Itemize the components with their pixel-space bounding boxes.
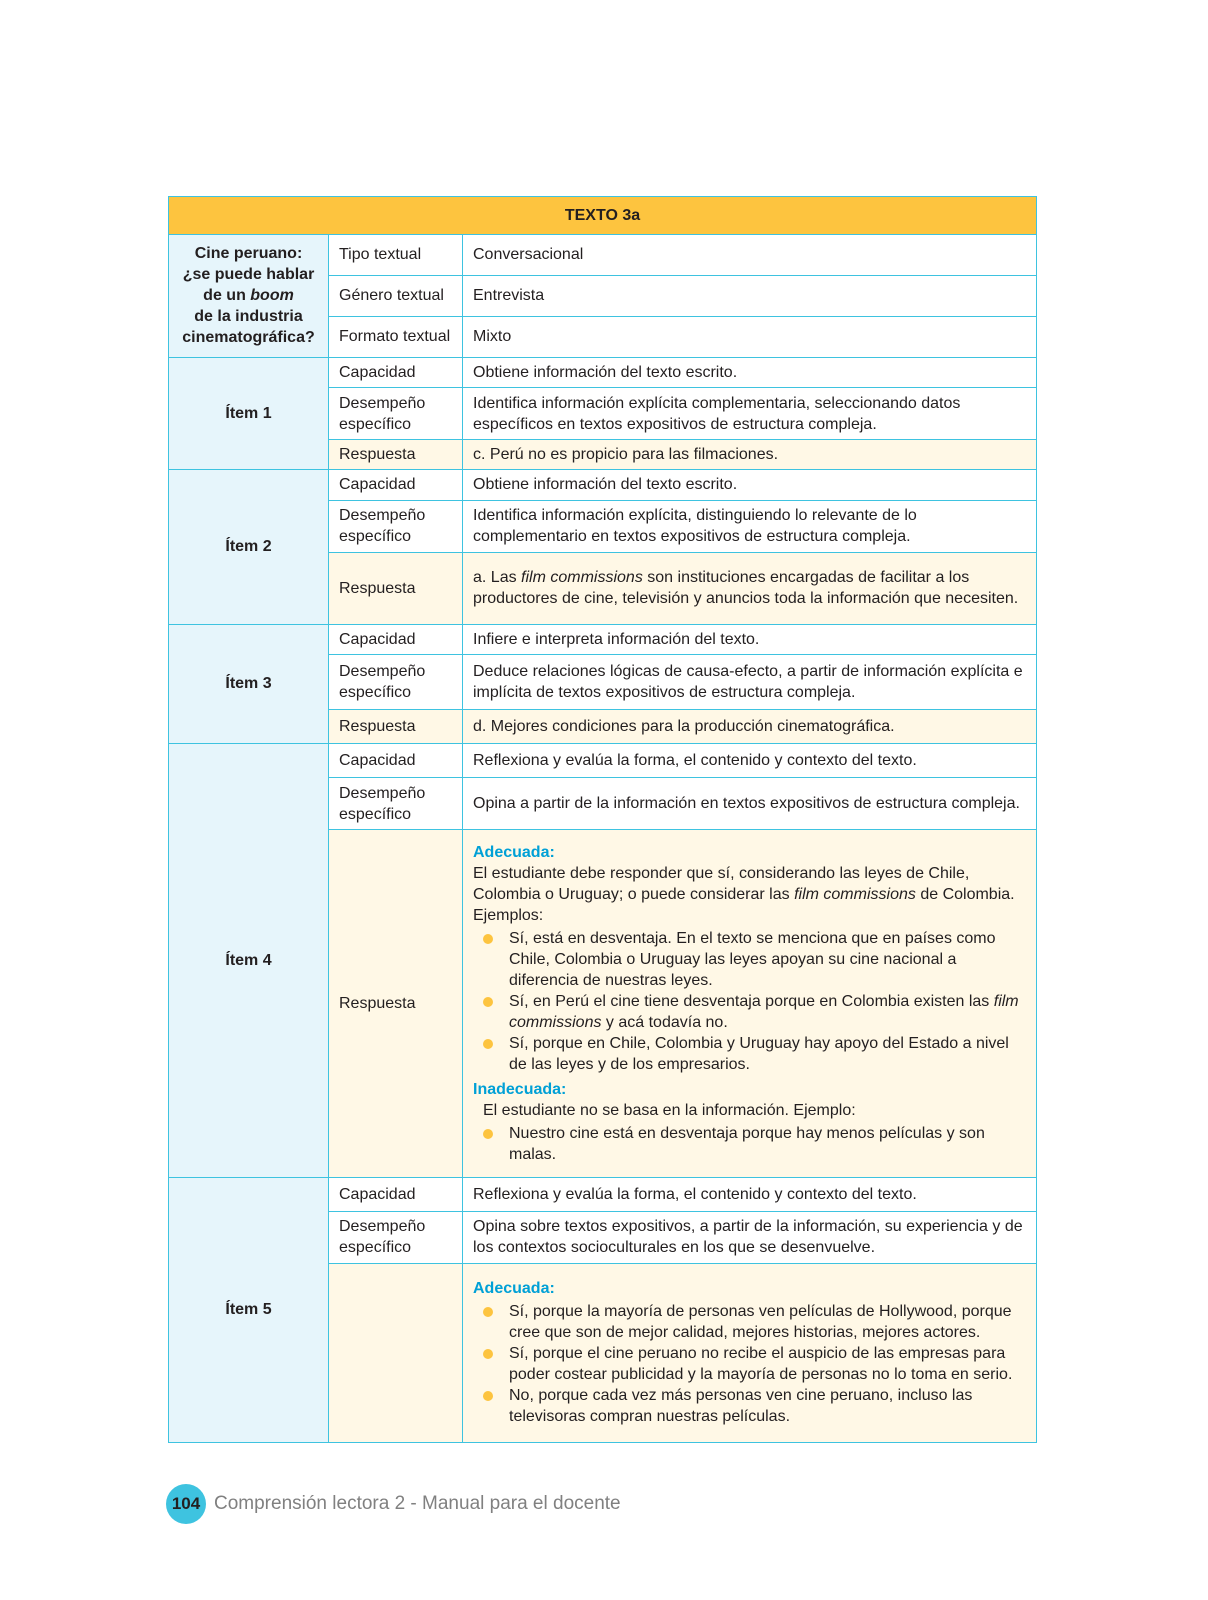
capacidad-label: Capacidad xyxy=(329,470,463,501)
desempeno-value: Identifica información explícita, distinguiendo lo relevante de lo complementario en textos expositivos de estructura compleja. xyxy=(463,500,1037,552)
page-number: 104 xyxy=(166,1484,206,1524)
capacidad-value: Obtiene información del texto escrito. xyxy=(463,470,1037,501)
respuesta-italic: film commissions xyxy=(521,569,643,587)
evaluation-table xyxy=(168,196,1037,1443)
desempeno-label: Desempeño específico xyxy=(329,388,463,440)
title-line: de un xyxy=(203,287,251,305)
respuesta-text: son instituciones encargadas de facilitar a los productores de cine, televisión y anuncios toda la información que necesiten. xyxy=(473,569,1019,608)
respuesta-label: Respuesta xyxy=(329,552,463,624)
inadecuada-heading: Inadecuada: xyxy=(473,1081,567,1099)
prop-label: Género textual xyxy=(329,275,463,316)
item-label: Ítem 4 xyxy=(169,744,329,1178)
respuesta-value: c. Perú no es propicio para las filmaciones. xyxy=(463,440,1037,470)
desempeno-value: Deduce relaciones lógicas de causa-efecto, a partir de información explícita e implícita de textos expositivos de estructura compleja. xyxy=(463,655,1037,710)
capacidad-label: Capacidad xyxy=(329,744,463,778)
inadecuada-intro: El estudiante no se basa en la información. Ejemplo: xyxy=(483,1102,856,1120)
desempeno-label: Desempeño específico xyxy=(329,1211,463,1263)
list-item: Sí, está en desventaja. En el texto se menciona que en países como Chile, Colombia o Uruguay las leyes apoyan su cine nacional a diferencia de nuestras leyes. xyxy=(509,928,1026,991)
capacidad-value: Obtiene información del texto escrito. xyxy=(463,357,1037,388)
capacidad-value: Reflexiona y evalúa la forma, el contenido y contexto del texto. xyxy=(463,744,1037,778)
list-item: No, porque cada vez más personas ven cine peruano, incluso las televisoras compran nuestras películas. xyxy=(509,1385,1026,1427)
item-label: Ítem 1 xyxy=(169,357,329,470)
list-item: Sí, porque el cine peruano no recibe el auspicio de las empresas para poder costear publicidad y la mayoría de personas no lo toma en serio. xyxy=(509,1343,1026,1385)
item-label: Ítem 3 xyxy=(169,624,329,744)
title-italic: boom xyxy=(250,287,294,305)
adecuada-heading: Adecuada: xyxy=(473,1280,555,1298)
respuesta-label-empty xyxy=(329,1263,463,1442)
item-label: Ítem 2 xyxy=(169,470,329,624)
list-item: Sí, porque la mayoría de personas ven películas de Hollywood, porque cree que son de mejor calidad, mejores historias, mejores actores. xyxy=(509,1301,1026,1343)
prop-label: Formato textual xyxy=(329,316,463,357)
capacidad-value: Infiere e interpreta información del texto. xyxy=(463,624,1037,655)
respuesta-label: Respuesta xyxy=(329,830,463,1178)
respuesta-label: Respuesta xyxy=(329,440,463,470)
list-item: Sí, porque en Chile, Colombia y Uruguay hay apoyo del Estado a nivel de las leyes y de los empresarios. xyxy=(509,1033,1026,1075)
capacidad-label: Capacidad xyxy=(329,357,463,388)
list-item: Nuestro cine está en desventaja porque hay menos películas y son malas. xyxy=(509,1123,1026,1165)
adecuada-intro xyxy=(473,863,1026,926)
respuesta-text: a. Las xyxy=(473,569,522,587)
prop-value: Conversacional xyxy=(463,234,1037,275)
desempeno-label: Desempeño específico xyxy=(329,655,463,710)
intro-text: El estudiante debe responder que sí, considerando las leyes de Chile, Colombia o Uruguay; o puede considerar las xyxy=(473,865,970,904)
title-line: cinematográfica? xyxy=(182,329,315,347)
desempeno-value: Identifica información explícita complementaria, seleccionando datos específicos en textos expositivos de estructura compleja. xyxy=(463,388,1037,440)
footer-title: Comprensión lectora 2 - Manual para el docente xyxy=(214,1493,621,1514)
desempeno-label: Desempeño específico xyxy=(329,500,463,552)
intro-italic: film commissions xyxy=(794,886,916,904)
inadecuada-list xyxy=(473,1123,1026,1165)
adecuada-list xyxy=(473,928,1026,1075)
item-label: Ítem 5 xyxy=(169,1177,329,1442)
capacidad-label: Capacidad xyxy=(329,624,463,655)
intro-text: de Colombia. Ejemplos: xyxy=(473,886,1015,925)
capacidad-value: Reflexiona y evalúa la forma, el contenido y contexto del texto. xyxy=(463,1177,1037,1211)
title-line: Cine peruano: xyxy=(194,245,303,263)
list-item-italic: film commissions xyxy=(509,993,1019,1032)
list-item-text: Sí, en Perú el cine tiene desventaja porque en Colombia existen las xyxy=(509,993,994,1011)
prop-value: Entrevista xyxy=(463,275,1037,316)
adecuada-heading: Adecuada: xyxy=(473,844,555,862)
respuesta-value: d. Mejores condiciones para la producción cinematográfica. xyxy=(463,710,1037,744)
desempeno-label: Desempeño específico xyxy=(329,777,463,829)
list-item-text: y acá todavía no. xyxy=(601,1014,728,1032)
prop-label: Tipo textual xyxy=(329,234,463,275)
text-title xyxy=(169,234,329,357)
page-footer xyxy=(166,1484,621,1524)
respuesta-value xyxy=(463,552,1037,624)
list-item xyxy=(509,991,1026,1033)
adecuada-list xyxy=(473,1301,1026,1427)
desempeno-value: Opina sobre textos expositivos, a partir de la información, su experiencia y de los contextos socioculturales en los que se desenvuelve. xyxy=(463,1211,1037,1263)
prop-value: Mixto xyxy=(463,316,1037,357)
respuesta-label: Respuesta xyxy=(329,710,463,744)
capacidad-label: Capacidad xyxy=(329,1177,463,1211)
title-line: ¿se puede hablar xyxy=(182,266,315,284)
desempeno-value: Opina a partir de la información en textos expositivos de estructura compleja. xyxy=(463,777,1037,829)
respuesta-value xyxy=(463,1263,1037,1442)
respuesta-value xyxy=(463,830,1037,1178)
table-header: TEXTO 3a xyxy=(169,197,1037,235)
title-line: de la industria xyxy=(194,308,303,326)
